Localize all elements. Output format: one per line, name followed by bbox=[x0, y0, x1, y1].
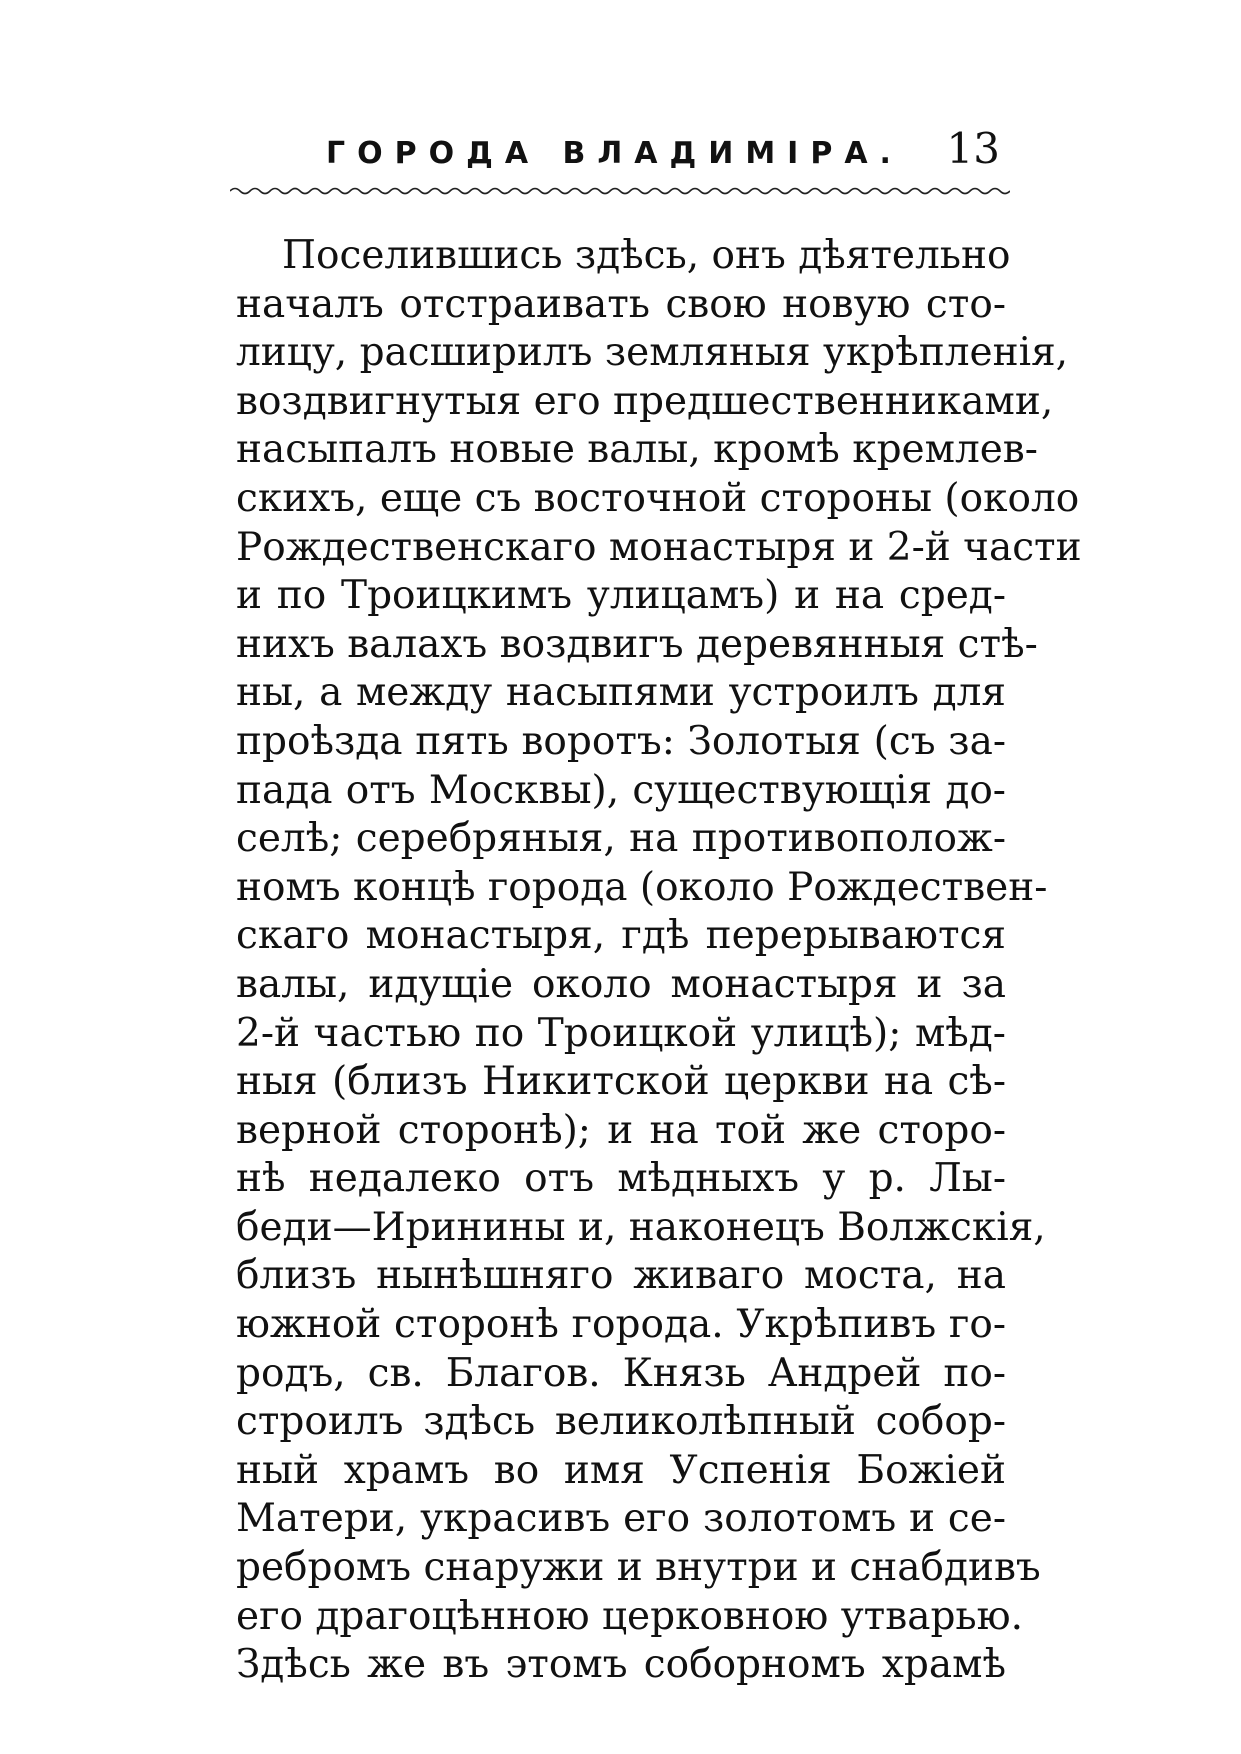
text-line: ребромъ снаружи и внутри и снабдивъ bbox=[236, 1545, 1041, 1591]
text-line: номъ концѣ города (около Рождествен- bbox=[236, 864, 1048, 910]
text-line: нѣ недалеко отъ мѣдныхъ у р. Лы- bbox=[236, 1156, 1006, 1202]
text-line: южной сторонѣ города. Укрѣпивъ го- bbox=[236, 1302, 1006, 1348]
text-line: селѣ; серебряныя, на противополож- bbox=[236, 816, 1006, 862]
body-text bbox=[236, 232, 1082, 1690]
text-line: и по Троицкимъ улицамъ) и на сред- bbox=[236, 573, 1006, 619]
text-line: началъ отстраивать свою новую сто- bbox=[236, 281, 1006, 327]
text-line: его драгоцѣнною церковною утварью. bbox=[236, 1593, 1023, 1639]
text-line: родъ, св. Благов. Князь Андрей по- bbox=[236, 1350, 1006, 1396]
text-line: лицу, расширилъ земляныя укрѣпленія, bbox=[236, 330, 1069, 376]
text-line: скихъ, еще съ восточной стороны (около bbox=[236, 475, 1080, 521]
page-number: 13 bbox=[946, 124, 1000, 173]
text-line: 2-й частью по Троицкой улицѣ); мѣд- bbox=[236, 1010, 1006, 1056]
text-line: Поселившись здѣсь, онъ дѣятельно bbox=[282, 233, 1011, 278]
running-head bbox=[230, 124, 1010, 184]
text-line: ный храмъ во имя Успенія Божіей bbox=[236, 1447, 1006, 1493]
text-line: валы, идущіе около монастыря и за bbox=[236, 961, 1006, 1007]
running-title: ГОРОДА ВЛАДИМІРА. bbox=[326, 136, 903, 171]
text-line: насыпалъ новые валы, кромѣ кремлев- bbox=[236, 427, 1038, 473]
text-line: верной сторонѣ); и на той же сторо- bbox=[236, 1107, 1006, 1153]
text-line: воздвигнутыя его предшественниками, bbox=[236, 378, 1054, 424]
text-line: пада отъ Москвы), существующія до- bbox=[236, 767, 1006, 813]
text-line: строилъ здѣсь великолѣпный собор- bbox=[236, 1399, 1006, 1445]
ornamental-rule bbox=[230, 185, 1010, 197]
text-line: скаго монастыря, гдѣ перерываются bbox=[236, 913, 1006, 959]
text-line: нихъ валахъ воздвигъ деревянныя стѣ- bbox=[236, 621, 1038, 667]
text-line: ны, а между насыпями устроилъ для bbox=[236, 670, 1006, 716]
text-line: беди—Иринины и, наконецъ Волжскія, bbox=[236, 1204, 1046, 1250]
text-line: близъ нынѣшняго живаго моста, на bbox=[236, 1253, 1006, 1299]
text-line: проѣзда пять воротъ: Золотыя (съ за- bbox=[236, 718, 1006, 764]
text-line: Здѣсь же въ этомъ соборномъ храмѣ bbox=[236, 1642, 1006, 1688]
text-line: Матери, украсивъ его золотомъ и се- bbox=[236, 1496, 1006, 1542]
text-line: Рождественскаго монастыря и 2-й части bbox=[236, 524, 1082, 570]
text-line: ныя (близъ Никитской церкви на сѣ- bbox=[236, 1059, 1006, 1105]
